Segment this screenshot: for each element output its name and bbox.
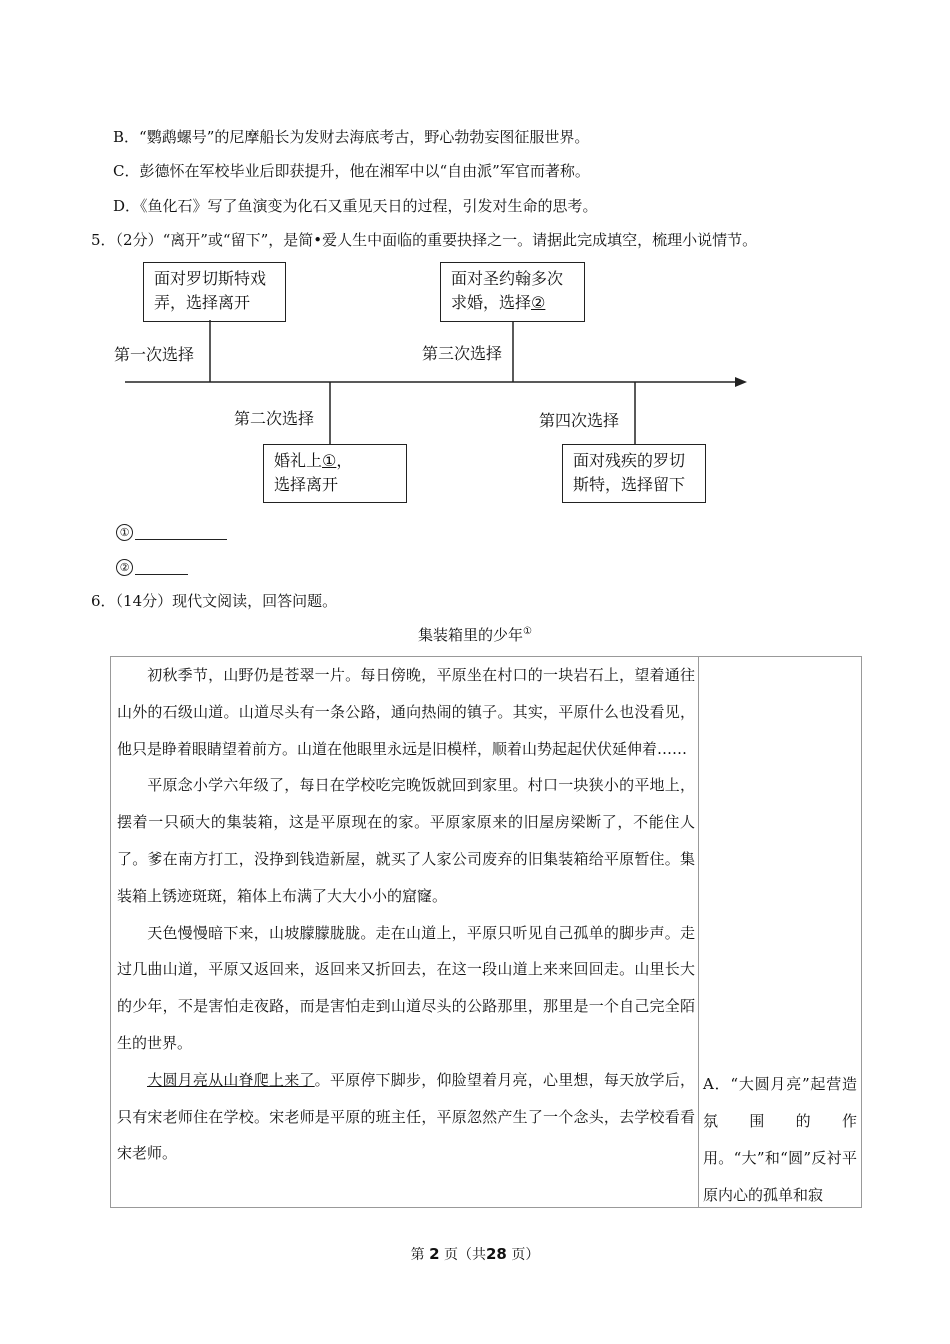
choice4-label: 第四次选择 bbox=[539, 411, 620, 430]
choice2-line1 bbox=[274, 449, 396, 473]
footer-page-number: 2 bbox=[429, 1245, 440, 1263]
paragraph-3-text: 天色慢慢暗下来，山坡朦朦胧胧。走在山道上，平原只听见自己孤单的脚步声。走过几曲山道，平原又返回来，返回来又折回去，在这一段山道上来来回回走。山里长大的少年，不是害怕走夜路，而是害怕走到山道尽头的公路那里，那里是一个自己完全陌生的世界。 bbox=[117, 923, 695, 1052]
footer-total-pages: 28 bbox=[486, 1245, 507, 1263]
answer-1 bbox=[116, 521, 227, 541]
choice2-comma: ， bbox=[336, 451, 353, 470]
footer-middle: 页（共 bbox=[444, 1247, 486, 1263]
passage-body bbox=[117, 657, 695, 1172]
choice1-line2: 弄，选择离开 bbox=[154, 293, 251, 312]
choice1-label: 第一次选择 bbox=[114, 345, 195, 364]
option-b: B．“鹦鹉螺号”的尼摩船长为发财去海底考古，野心勃勃妄图征服世界。 bbox=[113, 128, 590, 146]
choice2-line2: 选择离开 bbox=[274, 475, 339, 494]
passage-title-text: 集装箱里的少年 bbox=[418, 626, 524, 644]
question-6-stem: 6．（14分）现代文阅读，回答问题。 bbox=[91, 592, 338, 610]
paragraph-4 bbox=[117, 1062, 695, 1172]
choice4-line2: 斯特，选择留下 bbox=[573, 475, 686, 494]
choice2-text: 婚礼上 bbox=[274, 451, 323, 470]
footer-suffix: 页） bbox=[511, 1247, 540, 1263]
choice3-label: 第三次选择 bbox=[422, 344, 503, 363]
side-annotation: A．“大圆月亮”起营造氛围的作用。“大”和“圆”反衬平原内心的孤单和寂 bbox=[703, 1075, 857, 1204]
plot-timeline-diagram bbox=[110, 258, 760, 508]
passage-title bbox=[0, 624, 950, 645]
page-footer bbox=[0, 1244, 950, 1264]
blank-2: ② bbox=[531, 293, 546, 312]
passage-table bbox=[110, 656, 862, 1208]
option-d: D．《鱼化石》写了鱼演变为化石又重见天日的过程，引发对生命的思考。 bbox=[113, 197, 598, 215]
choice4-line1: 面对残疾的罗切 bbox=[573, 451, 686, 470]
blank-1: ① bbox=[322, 451, 337, 470]
column-divider bbox=[698, 657, 699, 1207]
passage-title-note: ① bbox=[523, 626, 532, 637]
answer-2-mark: ② bbox=[116, 559, 133, 576]
question-5-stem: 5．（2分）“离开”或“留下”，是简•爱人生中面临的重要抉择之一。请据此完成填空，梳理小说情节。 bbox=[91, 231, 758, 249]
answer-2 bbox=[116, 556, 188, 576]
footer-prefix: 第 bbox=[410, 1247, 425, 1263]
choice3-box bbox=[440, 262, 585, 322]
paragraph-1-text: 初秋季节，山野仍是苍翠一片。每日傍晚，平原坐在村口的一块岩石上，望着通往山外的石级山道。山道尽头有一条公路，通向热闹的镇子。其实，平原什么也没看见，他只是睁着眼睛望着前方。山道在他眼里永远是旧模样，顺着山势起起伏伏延伸着…… bbox=[117, 666, 695, 758]
choice4-box bbox=[562, 444, 706, 503]
choice1-line1: 面对罗切斯特戏 bbox=[154, 269, 267, 288]
paragraph-2 bbox=[117, 767, 695, 914]
answer-1-mark: ① bbox=[116, 524, 133, 541]
timeline-arrow-icon bbox=[735, 377, 747, 387]
answer-2-blank[interactable] bbox=[135, 560, 188, 575]
option-c: C．彭德怀在军校毕业后即获提升，他在湘军中以“自由派”军官而著称。 bbox=[113, 162, 590, 180]
choice2-label: 第二次选择 bbox=[234, 409, 315, 428]
paragraph-4-text: 。平原停下脚步，仰脸望着月亮，心里想，每天放学后，只有宋老师住在学校。宋老师是平原的班主任，平原忽然产生了一个念头，去学校看看宋老师。 bbox=[117, 1070, 695, 1163]
paragraph-1 bbox=[117, 657, 695, 767]
paragraph-3 bbox=[117, 915, 695, 1062]
choice3-text: 求婚，选择 bbox=[451, 293, 532, 312]
choice3-line1: 面对圣约翰多次 bbox=[451, 269, 564, 288]
choice2-box bbox=[263, 444, 407, 503]
answer-1-blank[interactable] bbox=[135, 525, 227, 540]
paragraph-2-text: 平原念小学六年级了，每日在学校吃完晚饭就回到家里。村口一块狭小的平地上，摆着一只硕大的集装箱，这是平原现在的家。平原家原来的旧屋房梁断了，不能住人了。爹在南方打工，没挣到钱造新屋，就买了人家公司废弃的旧集装箱给平原暂住。集装箱上锈迹斑斑，箱体上布满了大大小小的窟窿。 bbox=[117, 776, 695, 905]
choice3-line2 bbox=[451, 291, 574, 315]
choice1-box bbox=[143, 262, 286, 322]
underlined-sentence: 大圆月亮从山脊爬上来了 bbox=[147, 1070, 315, 1089]
